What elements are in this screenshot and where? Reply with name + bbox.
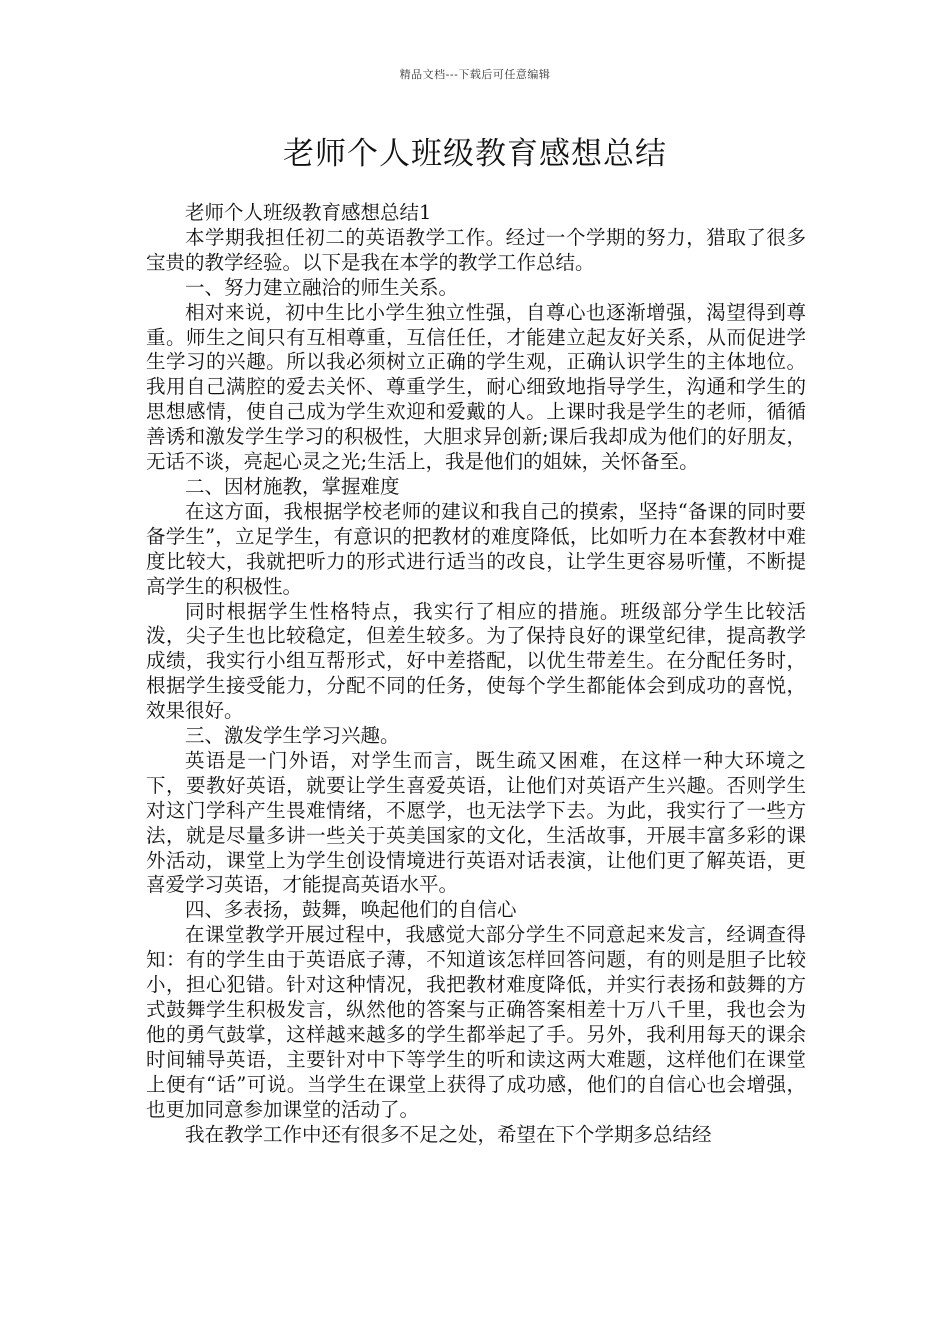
- paragraph: 相对来说，初中生比小学生独立性强，自尊心也逐渐增强，渴望得到尊重。师生之间只有互相尊重，互信任任，才能建立起友好关系，从而促进学生学习的兴趣。所以我必须树立正确的学生观，正确认识学生的主体地位。我用自己满腔的爱去关怀、尊重学生，耐心细致地指导学生，沟通和学生的思想感情，使自己成为学生欢迎和爱戴的人。上课时我是学生的老师，循循善诱和激发学生学习的积极性，大胆求异创新;课后我却成为他们的好朋友，无话不谈，亮起心灵之光;生活上，我是他们的姐妹，关怀备至。: [146, 300, 806, 474]
- paragraph: 在这方面，我根据学校老师的建议和我自己的摸索，坚持“备课的同时要备学生”，立足学生，有意识的把教材的难度降低，比如听力在本套教材中难度比较大，我就把听力的形式进行适当的改良，让学生更容易听懂，不断提高学生的积极性。: [146, 499, 806, 598]
- paragraph: 同时根据学生性格特点，我实行了相应的措施。班级部分学生比较活泼，尖子生也比较稳定，但差生较多。为了保持良好的课堂纪律，提高教学成绩，我实行小组互帮形式，好中差搭配，以优生带差生。在分配任务时，根据学生接受能力，分配不同的任务，使每个学生都能体会到成功的喜悦，效果很好。: [146, 599, 806, 723]
- section-heading: 二、因材施教，掌握难度: [185, 474, 400, 498]
- section-heading: 四、多表扬，鼓舞，唤起他们的自信心: [185, 898, 517, 922]
- paragraph: 英语是一门外语，对学生而言，既生疏又困难，在这样一种大环境之下，要教好英语，就要让学生喜爱英语，让他们对英语产生兴趣。否则学生对这门学科产生畏难情绪，不愿学，也无法学下去。为此，我实行了一些方法，就是尽量多讲一些关于英美国家的文化，生活故事，开展丰富多彩的课外活动，课堂上为学生创设情境进行英语对话表演，让他们更了解英语，更喜爱学习英语，才能提高英语水平。: [146, 748, 806, 897]
- paragraph: 我在教学工作中还有很多不足之处，希望在下个学期多总结经: [185, 1122, 712, 1146]
- section-heading: 三、激发学生学习兴趣。: [185, 724, 400, 748]
- document-body: [146, 201, 806, 1147]
- section-heading: 一、努力建立融洽的师生关系。: [185, 275, 459, 299]
- paragraph: 本学期我担任初二的英语教学工作。经过一个学期的努力，猎取了很多宝贵的教学经验。以下是我在本学的教学工作总结。: [146, 225, 806, 274]
- header-note: 精品文档---下载后可任意编辑: [399, 68, 551, 81]
- subtitle-line: 老师个人班级教育感想总结1: [185, 201, 432, 224]
- paragraph: 在课堂教学开展过程中，我感觉大部分学生不同意起来发言，经调查得知：有的学生由于英语底子薄，不知道该怎样回答问题，有的则是胆子比较小，担心犯错。针对这种情况，我把教材难度降低，并实行表扬和鼓舞的方式鼓舞学生积极发言，纵然他的答案与正确答案相差十万八千里，我也会为他的勇气鼓掌，这样越来越多的学生都举起了手。另外，我利用每天的课余时间辅导英语，主要针对中下等学生的听和读这两大难题，这样他们在课堂上便有“话”可说。当学生在课堂上获得了成功感，他们的自信心也会增强，也更加同意参加课堂的活动了。: [146, 923, 806, 1121]
- document-title: 老师个人班级教育感想总结: [283, 136, 667, 172]
